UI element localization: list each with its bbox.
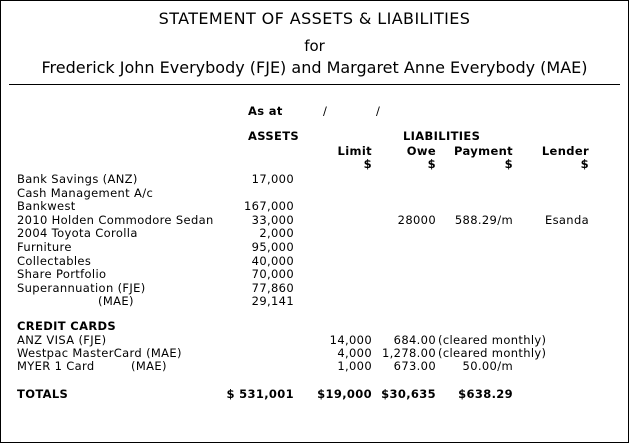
table-row [1, 295, 628, 309]
asset-value: 2,000 [259, 226, 294, 240]
date-separator-1: / [323, 104, 328, 118]
table-row [1, 187, 628, 201]
totals-owe-value: $30,635 [381, 387, 436, 401]
limit-value: 1,000 [337, 359, 372, 373]
totals-row [1, 388, 628, 402]
asset-value: 29,141 [251, 294, 294, 308]
title-for: for [304, 37, 325, 55]
asset-value: 40,000 [251, 254, 294, 268]
owe-column-header: Owe [406, 144, 436, 158]
asset-value: 77,860 [251, 281, 294, 295]
title-names: Frederick John Everybody (FJE) and Margaret Anne Everybody (MAE) [41, 58, 588, 77]
payment-note: (cleared monthly) [438, 346, 547, 360]
lender-currency-sign: $ [580, 157, 589, 171]
table-row [1, 227, 628, 241]
totals-assets-value: $ 531,001 [226, 387, 294, 401]
payment-currency-sign: $ [504, 157, 513, 171]
table-row [1, 200, 628, 214]
as-at-label: As at [248, 104, 283, 118]
table-row [1, 347, 628, 361]
assets-header: ASSETS [248, 129, 300, 143]
row-label: MYER 1 Card [17, 359, 95, 373]
currency-header-row [1, 158, 628, 172]
owe-value: 673.00 [393, 359, 436, 373]
row-label: Share Portfolio [17, 267, 107, 281]
row-label: ANZ VISA (FJE) [17, 333, 107, 347]
limit-column-header: Limit [337, 144, 372, 158]
row-label: Bankwest [17, 199, 76, 213]
row-label: Bank Savings (ANZ) [17, 172, 138, 186]
asset-value: 167,000 [243, 199, 294, 213]
row-label: Westpac MasterCard (MAE) [17, 346, 182, 360]
section-title: CREDIT CARDS [17, 319, 117, 333]
limit-value: 4,000 [337, 346, 372, 360]
liabilities-header: LIABILITIES [403, 129, 481, 143]
row-label: Collectables [17, 254, 92, 268]
row-label: Cash Management A/c [17, 186, 154, 200]
asset-value: 33,000 [251, 213, 294, 227]
row-label: (MAE) [98, 294, 134, 308]
table-row [1, 360, 628, 374]
column-header-row [1, 145, 628, 159]
owe-value: 1,278.00 [381, 346, 436, 360]
owe-value: 684.00 [393, 333, 436, 347]
row-label: Superannuation (FJE) [17, 281, 146, 295]
totals-label: TOTALS [17, 387, 69, 401]
table-row [1, 268, 628, 282]
payment-value: 50.00/m [462, 359, 513, 373]
limit-currency-sign: $ [363, 157, 372, 171]
row-label: 2010 Holden Commodore Sedan [17, 213, 214, 227]
lender-value: Esanda [544, 213, 589, 227]
row-label: Furniture [17, 240, 72, 254]
row-label-suffix: (MAE) [131, 359, 167, 373]
asset-value: 95,000 [251, 240, 294, 254]
payment-value: 588.29/m [454, 213, 513, 227]
totals-payment-value: $638.29 [458, 387, 513, 401]
table-row [1, 241, 628, 255]
credit-cards-section-header [1, 320, 628, 334]
date-separator-2: / [376, 104, 381, 118]
payment-column-header: Payment [454, 144, 513, 158]
payment-note: (cleared monthly) [438, 333, 547, 347]
table-row [1, 282, 628, 296]
asset-value: 70,000 [251, 267, 294, 281]
document-title: STATEMENT OF ASSETS & LIABILITIES [158, 9, 471, 28]
owe-value: 28000 [397, 213, 436, 227]
owe-currency-sign: $ [427, 157, 436, 171]
totals-limit-value: $19,000 [317, 387, 372, 401]
table-row [1, 173, 628, 187]
header-divider [9, 84, 620, 85]
lender-column-header: Lender [541, 144, 589, 158]
row-label: 2004 Toyota Corolla [17, 226, 138, 240]
limit-value: 14,000 [329, 333, 372, 347]
asset-value: 17,000 [251, 172, 294, 186]
